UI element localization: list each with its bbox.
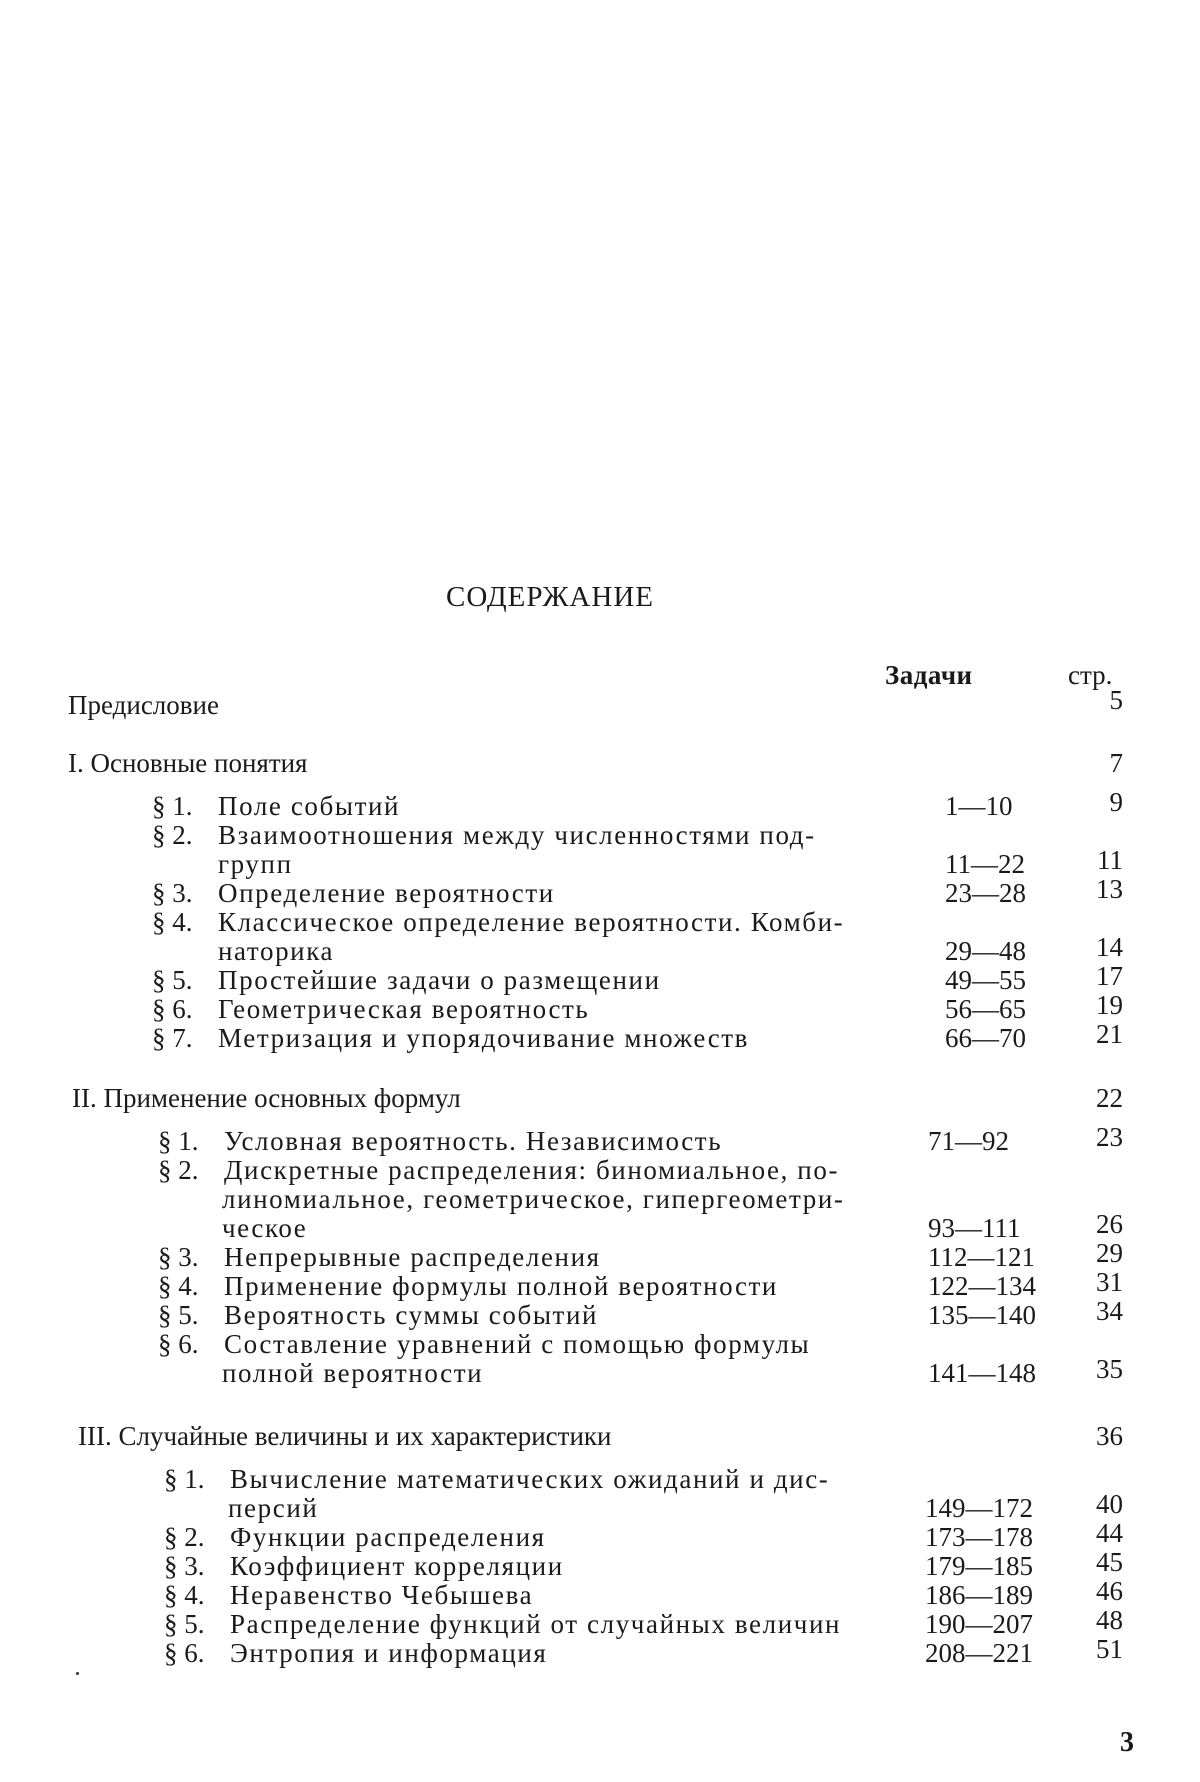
section-tasks: 122—134 (928, 1271, 1036, 1301)
section-title: Вероятность суммы событий (224, 1300, 599, 1330)
section-tasks: 173—178 (925, 1522, 1033, 1552)
section-title: Условная вероятность. Независимость (224, 1126, 723, 1156)
section-tasks: 135—140 (928, 1300, 1036, 1330)
section-page: 19 (1096, 990, 1123, 1020)
section-number: § 1. (158, 1126, 199, 1156)
section-page: 44 (1096, 1518, 1123, 1548)
section-number: § 3. (152, 878, 193, 908)
section-number: § 4. (152, 907, 193, 937)
section-page: 21 (1096, 1019, 1123, 1049)
section-title: Коэффициент корреляции (230, 1551, 564, 1581)
section-title: Энтропия и информация (230, 1638, 548, 1668)
section-number: § 5. (152, 965, 193, 995)
section-tasks: 66—70 (945, 1023, 1026, 1053)
section-page: 40 (1096, 1489, 1123, 1519)
section-title: Метризация и упорядочивание множеств (218, 1023, 750, 1053)
section-title: Определение вероятности (218, 878, 555, 908)
chapter-page: 7 (1109, 748, 1123, 778)
section-tasks: 141—148 (928, 1358, 1036, 1388)
section-number: § 7. (152, 1023, 193, 1053)
section-page: 46 (1096, 1576, 1123, 1606)
section-tasks: 179—185 (925, 1551, 1033, 1581)
print-speck (76, 1672, 79, 1675)
section-title: Взаимоотношения между численностями под- (218, 820, 816, 850)
chapter-title: III. Случайные величины и их характеристики (78, 1421, 612, 1451)
section-title: Неравенство Чебышева (230, 1580, 534, 1610)
section-page: 14 (1096, 932, 1123, 962)
section-number: § 6. (152, 994, 193, 1024)
section-title: Функции распределения (230, 1522, 546, 1552)
section-page: 45 (1096, 1547, 1123, 1577)
section-tasks: 190—207 (925, 1609, 1033, 1639)
section-title: Применение формулы полной вероятности (224, 1271, 778, 1301)
section-tasks: 93—111 (928, 1213, 1021, 1243)
chapter-page: 22 (1096, 1083, 1123, 1113)
section-number: § 4. (164, 1580, 205, 1610)
section-tasks: 11—22 (945, 849, 1025, 879)
section-tasks: 208—221 (925, 1638, 1033, 1668)
chapter-page: 36 (1096, 1421, 1123, 1451)
section-number: § 1. (164, 1464, 205, 1494)
column-header-tasks: Задачи (885, 660, 973, 690)
section-number: § 2. (158, 1155, 199, 1185)
page-title: СОДЕРЖАНИЕ (446, 581, 654, 613)
section-page: 48 (1096, 1605, 1123, 1635)
section-title: Простейшие задачи о размещении (218, 965, 661, 995)
section-title: Распределение функций от случайных величин (230, 1609, 842, 1639)
preface-label: Предисловие (68, 690, 219, 720)
section-page: 35 (1096, 1354, 1123, 1384)
section-title-continuation: линомиальное, геометрическое, гипергеометри- (222, 1184, 845, 1214)
chapter-title: I. Основные понятия (68, 748, 308, 778)
section-number: § 3. (158, 1242, 199, 1272)
section-page: 29 (1096, 1238, 1123, 1268)
section-page: 34 (1096, 1296, 1123, 1326)
section-title: Геометрическая вероятность (218, 994, 590, 1024)
section-number: § 5. (158, 1300, 199, 1330)
section-tasks: 56—65 (945, 994, 1026, 1024)
section-number: § 6. (164, 1638, 205, 1668)
section-title: Классическое определение вероятности. Комби- (218, 907, 845, 937)
section-page: 31 (1096, 1267, 1123, 1297)
section-tasks: 29—48 (945, 936, 1026, 966)
page-folio: 3 (1120, 1727, 1134, 1758)
section-tasks: 71—92 (928, 1126, 1009, 1156)
section-number: § 6. (158, 1329, 199, 1359)
section-number: § 4. (158, 1271, 199, 1301)
section-page: 23 (1096, 1122, 1123, 1152)
section-title: Дискретные распределения: биномиальное, по- (224, 1155, 840, 1185)
chapter-title: II. Применение основных формул (72, 1083, 461, 1113)
section-number: § 1. (152, 791, 193, 821)
column-header-page: стр. (1068, 660, 1113, 690)
section-title: Составление уравнений с помощью формулы (224, 1329, 811, 1359)
section-tasks: 112—121 (928, 1242, 1035, 1272)
preface-page: 5 (1109, 685, 1123, 715)
section-page: 11 (1097, 845, 1123, 875)
section-page: 26 (1096, 1209, 1123, 1239)
section-tasks: 149—172 (925, 1493, 1033, 1523)
section-page: 9 (1109, 787, 1123, 817)
section-tasks: 49—55 (945, 965, 1026, 995)
section-tasks: 1—10 (945, 791, 1013, 821)
section-title: Поле событий (218, 791, 401, 821)
section-number: § 2. (164, 1522, 205, 1552)
section-page: 17 (1096, 961, 1123, 991)
section-title-continuation: наторика (218, 936, 335, 966)
section-title: Вычисление математических ожиданий и дис- (230, 1464, 830, 1494)
section-number: § 2. (152, 820, 193, 850)
section-page: 51 (1096, 1634, 1123, 1664)
section-title-continuation: персий (228, 1493, 319, 1523)
section-title-continuation: полной вероятности (222, 1358, 484, 1388)
section-title-continuation: ческое (222, 1213, 308, 1243)
section-tasks: 23—28 (945, 878, 1026, 908)
section-tasks: 186—189 (925, 1580, 1033, 1610)
section-title: Непрерывные распределения (224, 1242, 601, 1272)
section-number: § 5. (164, 1609, 205, 1639)
section-number: § 3. (164, 1551, 205, 1581)
section-page: 13 (1096, 874, 1123, 904)
section-title-continuation: групп (218, 849, 293, 879)
